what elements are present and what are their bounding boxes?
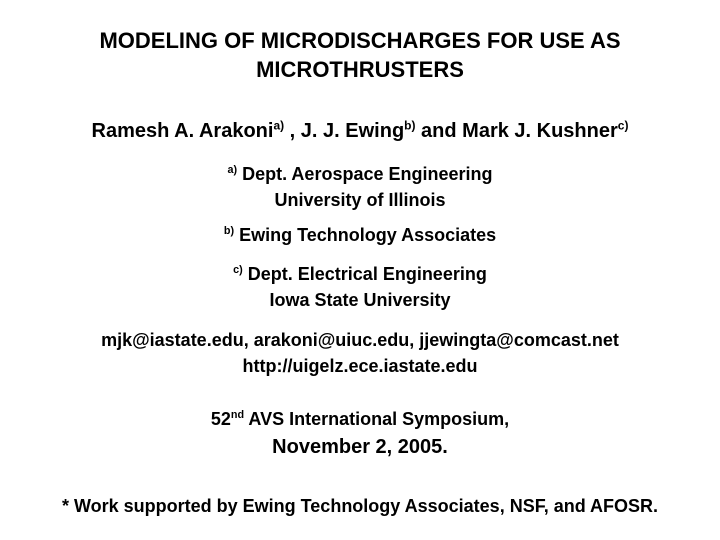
affiliation-b-mark: b)	[223, 225, 235, 237]
title-line-2: MICROTHRUSTERS	[256, 57, 464, 82]
author-3-affiliation-mark: c)	[617, 118, 629, 133]
author-separator-1: , J. J. Ewing	[284, 120, 405, 142]
affiliation-a-line-2: University of Illinois	[274, 190, 446, 210]
funding-footnote: * Work supported by Ewing Technology Associates, NSF, and AFOSR.	[61, 496, 659, 516]
author-2-affiliation-mark: b)	[404, 118, 416, 133]
conference-name: AVS International Symposium,	[244, 409, 510, 429]
title-line-1: MODELING OF MICRODISCHARGES FOR USE AS	[99, 28, 621, 53]
conference-number-suffix: nd	[230, 409, 245, 421]
affiliation-b-line	[0, 225, 720, 246]
affiliation-c-mark: c)	[233, 264, 243, 276]
contact-emails: mjk@iastate.edu, arakoni@uiuc.edu, jjewingta@comcast.net	[101, 330, 619, 350]
affiliation-a-line-1	[0, 164, 720, 185]
conference-line	[0, 409, 720, 430]
author-1-name: Ramesh A. Arakoni	[91, 120, 274, 142]
contact-url: http://uigelz.ece.iastate.edu	[242, 356, 478, 376]
affiliation-a-mark: a)	[227, 164, 238, 176]
author-1-affiliation-mark: a)	[273, 118, 285, 133]
affiliation-c-line-1	[0, 264, 720, 285]
conference-number: 52	[210, 409, 231, 429]
affiliation-c-dept: Dept. Electrical Engineering	[242, 264, 487, 284]
conference-date: November 2, 2005.	[272, 436, 448, 458]
author-separator-2: and Mark J. Kushner	[415, 120, 618, 142]
authors-line	[0, 120, 720, 143]
affiliation-c-line-2: Iowa State University	[269, 290, 451, 310]
affiliation-a-dept: Dept. Aerospace Engineering	[237, 164, 493, 184]
affiliation-b-name: Ewing Technology Associates	[234, 225, 497, 245]
